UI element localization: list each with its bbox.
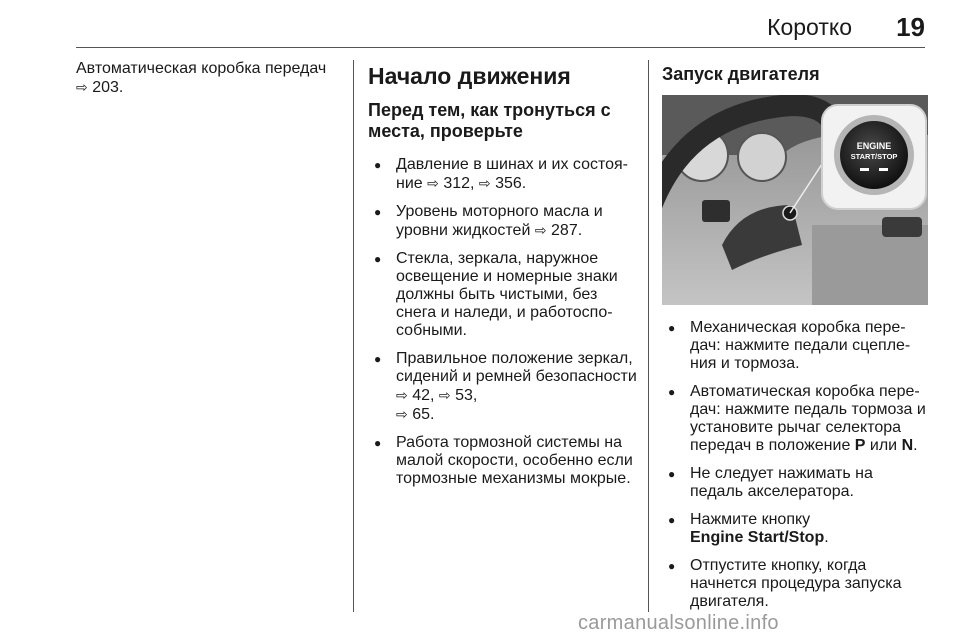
gauge-right <box>738 133 786 181</box>
item-text: Нажмите кнопку <box>690 511 811 528</box>
gear-p-label: P <box>854 437 866 454</box>
page-ref-arrow-icon: ⇨ <box>478 175 491 191</box>
page-ref-link[interactable]: 356. <box>495 175 527 192</box>
page-ref-link[interactable]: 287. <box>551 222 583 239</box>
column-2 <box>368 60 638 498</box>
transmission-text: Автоматическая коробка передач <box>76 60 327 77</box>
item-text: Не следует нажимать на педаль акселератора. <box>690 465 873 500</box>
list-item <box>368 434 638 488</box>
section-heading-engine-start: Запуск двигателя <box>662 64 820 84</box>
page-ref-arrow-icon: ⇨ <box>76 79 88 95</box>
column-3 <box>662 60 928 621</box>
item-text: Автоматическая коробка пере-дач: нажмите педаль тормоза и установите рычаг селектора передач в положение <box>690 383 926 454</box>
page-ref-arrow-icon: ⇨ <box>396 406 408 422</box>
item-text: Механическая коробка пере-дач: нажмите педали сцепле-ния и тормоза. <box>690 319 911 372</box>
list-item <box>368 350 638 424</box>
page-ref-arrow-icon: ⇨ <box>427 175 439 191</box>
list-item <box>662 465 928 501</box>
engine-start-stop-label: Engine Start/Stop <box>690 529 825 546</box>
column-1 <box>76 60 341 97</box>
column-divider-2 <box>648 60 649 612</box>
button-label-line1: ENGINE <box>856 141 892 151</box>
wheel-controls <box>702 200 730 222</box>
air-vent <box>882 217 922 237</box>
column-divider-1 <box>353 60 354 612</box>
list-item <box>662 557 928 611</box>
watermark: carmanualsonline.info <box>578 612 779 634</box>
page-ref-link[interactable]: 53, <box>455 387 478 404</box>
page-ref-arrow-icon: ⇨ <box>534 222 547 238</box>
page-ref-link[interactable]: 203. <box>92 79 124 96</box>
page-number: 19 <box>896 12 925 42</box>
gear-n-label: N <box>901 437 914 454</box>
list-item <box>662 319 928 373</box>
button-indicator-right <box>879 168 888 171</box>
list-item <box>368 203 638 240</box>
item-text: . <box>913 437 918 454</box>
page-ref-arrow-icon: ⇨ <box>396 387 408 403</box>
running-header-title: Коротко <box>767 14 852 40</box>
list-item <box>368 250 638 340</box>
page-ref-link[interactable]: 312, <box>443 175 479 192</box>
item-text: Давление в шинах и их состоя-ние <box>396 156 628 192</box>
item-text: Стекла, зеркала, наружное освещение и номерные знаки должны быть чистыми, без снега и наледи, и работоспо-собными. <box>396 250 618 339</box>
list-item <box>662 511 928 547</box>
page-ref-arrow-icon: ⇨ <box>438 387 451 403</box>
page-ref-link[interactable]: 42, <box>412 387 439 404</box>
checklist <box>368 156 638 488</box>
list-item <box>368 156 638 193</box>
button-indicator-left <box>860 168 869 171</box>
page-ref-link[interactable]: 65. <box>412 406 435 423</box>
item-text: Уровень моторного масла и уровни жидкостей <box>396 203 603 239</box>
dashboard-photo <box>662 95 928 305</box>
section-subheading: Перед тем, как тронуться с места, проверьте <box>368 100 611 141</box>
item-text: Отпустите кнопку, когда начнется процедура запуска двигателя. <box>690 557 902 610</box>
item-text: Работа тормозной системы на малой скорости, особенно если тормозные механизмы мокрые. <box>396 434 633 487</box>
start-steps-list <box>662 319 928 611</box>
header-rule <box>76 47 925 48</box>
list-item <box>662 383 928 455</box>
item-text: Правильное положение зеркал, сидений и ремней безопасности <box>396 350 637 385</box>
button-label-line2: START/STOP <box>850 152 898 161</box>
section-heading: Начало движения <box>368 63 571 89</box>
item-text: . <box>824 529 829 546</box>
item-text: или <box>865 437 902 454</box>
